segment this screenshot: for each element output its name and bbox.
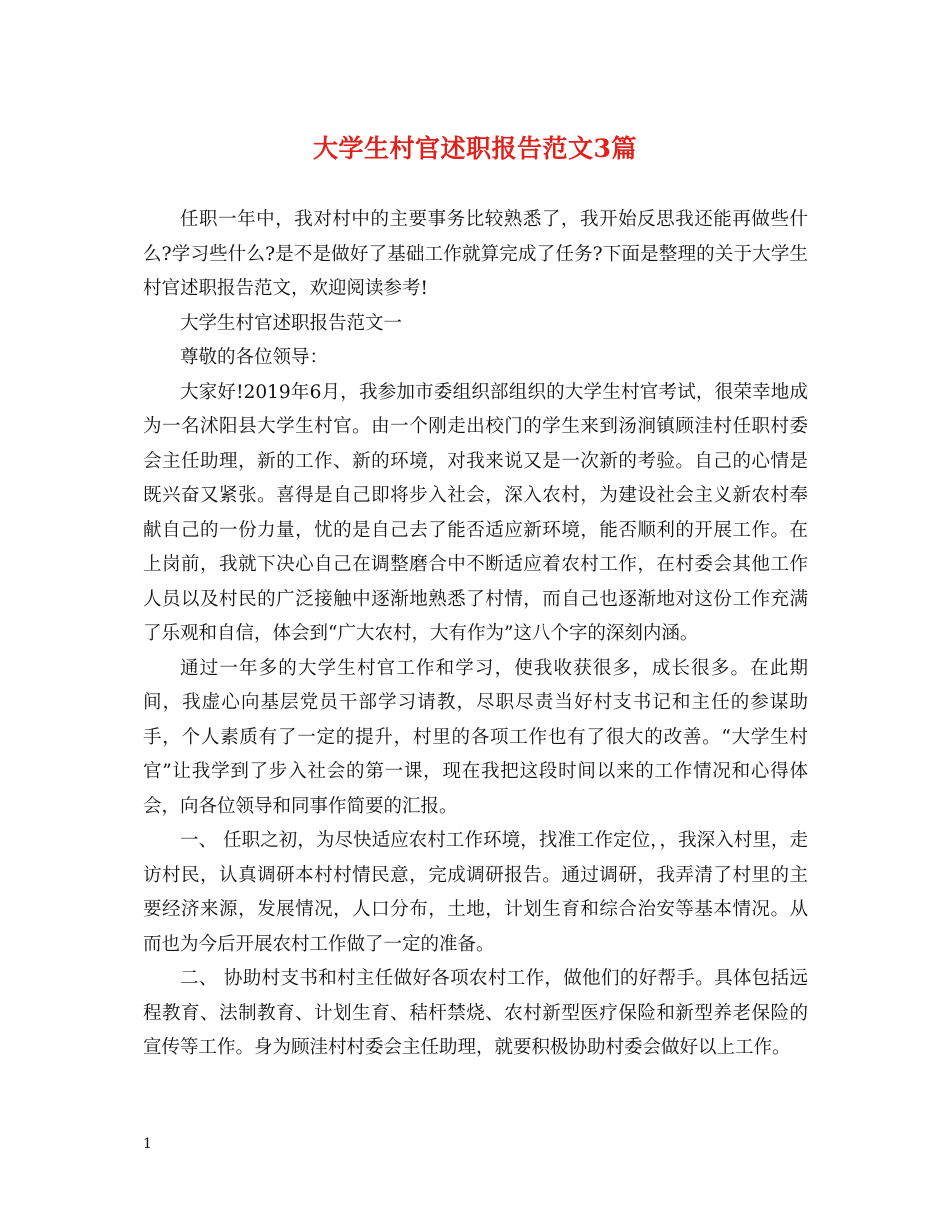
paragraph-item-one: 一、 任职之初，为尽快适应农村工作环境，找准工作定位，，我深入村里，走访村民，认真调研本村村情民意，完成调研报告。通过调研，我弄清了村里的主要经济来源，发展情况，人口分布，土地，计划生育和综合治安等基本情况。从而也为今后开展农村工作做了一定的准备。 <box>143 830 808 955</box>
page-number: 1 <box>143 1136 152 1152</box>
paragraph-item-two: 二、 协助村支书和村主任做好各项农村工作，做他们的好帮手。具体包括远程教育、法制教育、计划生育、秸杆禁烧、农村新型医疗保险和新型养老保险的宣传等工作。身为顾洼村村委会主任助理，就要积极协助村委会做好以上工作。 <box>143 968 808 1058</box>
paragraph-salutation: 尊敬的各位领导： <box>180 347 329 368</box>
paragraph-summary: 通过一年多的大学生村官工作和学习，使我收获很多，成长很多。在此期间，我虚心向基层党员干部学习请教，尽职尽责当好村支书记和主任的参谋助手，个人素质有了一定的提升，村里的各项工作也有了很大的改善。“大学生村官”让我学到了步入社会的第一课，现在我把这段时间以来的工作情况和心得体会，向各位领导和同事作简要的汇报。 <box>143 657 808 817</box>
document-title: 大学生村官述职报告范文3篇 <box>313 134 637 163</box>
paragraph-greeting: 大家好!2019年6月，我参加市委组织部组织的大学生村官考试，很荣幸地成为一名沭阳县大学生村官。由一个刚走出校门的学生来到汤涧镇顾洼村任职村委会主任助理，新的工作、新的环境，对我来说又是一次新的考验。自己的心情是既兴奋又紧张。喜得是自己即将步入社会，深入农村，为建设社会主义新农村奉献自己的一份力量，忧的是自己去了能否适应新环境，能否顺利的开展工作。在上岗前，我就下决心自己在调整磨合中不断适应着农村工作，在村委会其他工作人员以及村民的广泛接触中逐渐地熟悉了村情，而自己也逐渐地对这份工作充满了乐观和自信，体会到“广大农村，大有作为”这八个字的深刻内涵。 <box>143 381 808 644</box>
paragraph-section-heading: 大学生村官述职报告范文一 <box>180 312 403 334</box>
document-body <box>143 203 808 1066</box>
paragraph-intro: 任职一年中，我对村中的主要事务比较熟悉了，我开始反思我还能再做些什么?学习些什么?是不是做好了基础工作就算完成了任务?下面是整理的关于大学生村官述职报告范文，欢迎阅读参考! <box>143 209 808 299</box>
